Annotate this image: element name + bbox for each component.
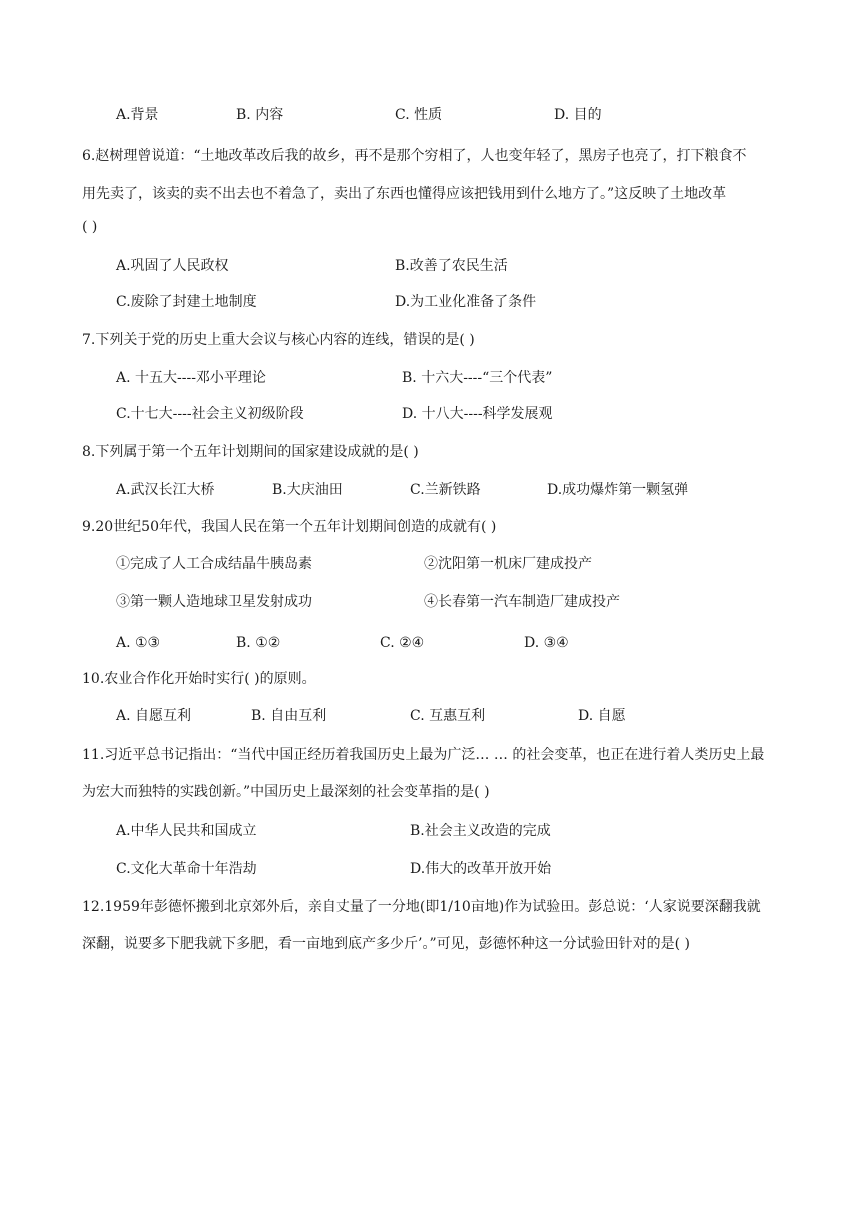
q8-stem: 8.下列属于第一个五年计划期间的国家建设成就的是( ) (82, 444, 419, 460)
q6-option-b[interactable]: B.改善了农民生活 (395, 258, 508, 274)
q6-option-a[interactable]: A.巩固了人民政权 (116, 258, 229, 274)
q9-item-3: ③第一颗人造地球卫星发射成功 (116, 594, 312, 610)
q11-option-d[interactable]: D.伟大的改革开放开始 (410, 861, 552, 877)
q6-answer-blank: ( ) (82, 219, 98, 235)
q12-stem-line-1: 12.1959年彭德怀搬到北京郊外后，亲自丈量了一分地(即1/10亩地)作为试验田。彭总说：‘人家说要深翻我就 (82, 899, 761, 915)
q10-option-b[interactable]: B. 自由互利 (251, 708, 327, 724)
q8-option-c[interactable]: C.兰新铁路 (410, 482, 481, 498)
q10-option-d[interactable]: D. 自愿 (578, 708, 626, 724)
q7-option-d[interactable]: D. 十八大----科学发展观 (402, 406, 553, 422)
q7-option-a[interactable]: A. 十五大----邓小平理论 (116, 370, 266, 386)
q6-option-d[interactable]: D.为工业化准备了条件 (395, 294, 537, 310)
q6-stem-line-2: 用先卖了，该卖的卖不出去也不着急了，卖出了东西也懂得应该把钱用到什么地方了。”这反映了土地改革 (82, 186, 727, 202)
q12-stem-line-2: 深翻，说要多下肥我就下多肥，看一亩地到底产多少斤’。”可见，彭德怀种这一分试验田针对的是( ) (82, 936, 690, 952)
q5-option-d[interactable]: D. 目的 (554, 107, 602, 123)
q11-stem-line-2: 为宏大而独特的实践创新。”中国历史上最深刻的社会变革指的是( ) (82, 784, 490, 800)
q5-option-a[interactable]: A.背景 (116, 107, 159, 123)
q5-option-c[interactable]: C. 性质 (395, 107, 443, 123)
q11-option-b[interactable]: B.社会主义改造的完成 (410, 823, 551, 839)
q9-item-4: ④长春第一汽车制造厂建成投产 (424, 594, 620, 610)
q9-stem: 9.20世纪50年代，我国人民在第一个五年计划期间创造的成就有( ) (82, 519, 497, 535)
q9-option-a[interactable]: A. ①③ (116, 635, 161, 651)
q7-stem: 7.下列关于党的历史上重大会议与核心内容的连线，错误的是( ) (82, 332, 475, 348)
q7-option-c[interactable]: C.十七大----社会主义初级阶段 (116, 406, 304, 422)
q6-option-c[interactable]: C.废除了封建土地制度 (116, 294, 257, 310)
q9-item-2: ②沈阳第一机床厂建成投产 (424, 556, 592, 572)
q10-option-a[interactable]: A. 自愿互利 (116, 708, 192, 724)
q8-option-b[interactable]: B.大庆油田 (272, 482, 343, 498)
q9-item-1: ①完成了人工合成结晶牛胰岛素 (116, 556, 312, 572)
q10-option-c[interactable]: C. 互惠互利 (410, 708, 486, 724)
q9-option-c[interactable]: C. ②④ (380, 635, 425, 651)
q7-option-b[interactable]: B. 十六大----“三个代表” (402, 370, 553, 386)
q8-option-d[interactable]: D.成功爆炸第一颗氢弹 (547, 482, 689, 498)
q8-option-a[interactable]: A.武汉长江大桥 (116, 482, 215, 498)
q10-stem: 10.农业合作化开始时实行( )的原则。 (82, 671, 316, 687)
q11-option-c[interactable]: C.文化大革命十年浩劫 (116, 861, 257, 877)
q9-option-b[interactable]: B. ①② (236, 635, 281, 651)
q5-option-b[interactable]: B. 内容 (236, 107, 284, 123)
q11-option-a[interactable]: A.中华人民共和国成立 (116, 823, 257, 839)
q11-stem-line-1: 11.习近平总书记指出：“当代中国正经历着我国历史上最为广泛… … 的社会变革，也正在进行着人类历史上最 (82, 747, 765, 763)
q9-option-d[interactable]: D. ③④ (524, 635, 569, 651)
q6-stem-line-1: 6.赵树理曾说道：“土地改革改后我的故乡，再不是那个穷相了，人也变年轻了，黑房子也亮了，打下粮食不 (82, 148, 747, 164)
